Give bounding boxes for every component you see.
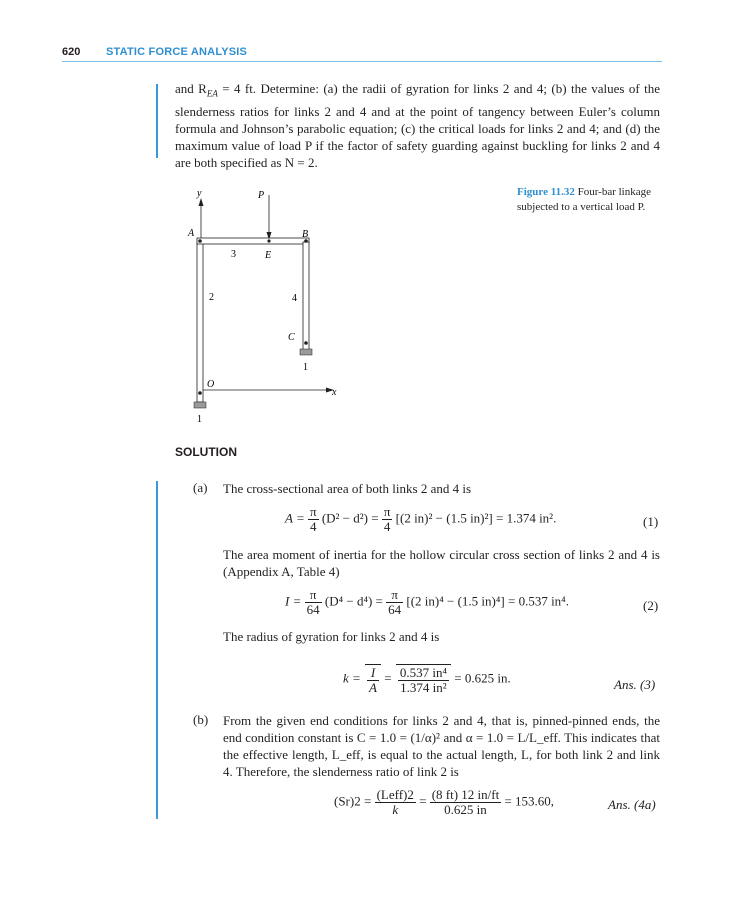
eq1-rhs: [(2 in)² − (1.5 in)²] = 1.374 in². [395, 510, 557, 526]
eq4-frac2-den: 0.625 in [444, 802, 487, 817]
solution-heading: SOLUTION [175, 445, 237, 459]
figure-label: Figure 11.32 [517, 186, 575, 198]
eq4-frac2-num: (8 ft) 12 in/ft [431, 787, 500, 802]
eq3-lhs: k = [343, 670, 361, 686]
eq4-frac2 [430, 788, 502, 817]
eq4-lhs: (Sr)2 = [334, 793, 372, 809]
part-b-text: From the given end conditions for links 2 and 4, that is, pinned-pinned ends, the end condition constant is C = 1.0 = (1/α)² and α = 1.0 = L/L_eff. This indicates that the effective length, L_eff, is equal to the actual length, L, for both link 2 and link 4. Therefore, the slenderness ratio of link 2 is [223, 713, 660, 779]
eq2-frac2-num: π [386, 588, 403, 603]
eq1-lhs: A = [285, 510, 305, 526]
part-a-label: (a) [193, 480, 208, 495]
eq1-frac2-num: π [383, 504, 391, 519]
eq3-sqrt1 [365, 664, 381, 695]
eq1-frac2-den: 4 [383, 519, 391, 534]
eq2-mid: (D⁴ − d⁴) = [324, 593, 383, 609]
four-bar-linkage-figure [180, 180, 350, 430]
figure-caption [517, 185, 667, 215]
eq3-eq: = [384, 670, 392, 686]
problem-line1-rest: = 4 ft. Determine: (a) the radii of gyration for links 2 and 4; (b) the values of the slenderness ratios for links 2 and 4 and at the point of tangency between Euler’s column formula and Johnson’s parabolic equation; (c) the critical loads for links 2 and 4; and (d) the maximum value of load P if the factor of safety guarding against buckling for links 2 and 4 are both specified as N = 2. [175, 81, 660, 170]
pin-c [304, 341, 308, 345]
eq3-rhs: = 0.625 in. [454, 670, 511, 686]
link-4 [303, 242, 309, 350]
equation-2 [285, 588, 569, 617]
eq2-rhs: [(2 in)⁴ − (1.5 in)⁴] = 0.537 in⁴. [406, 593, 569, 609]
eq3-frac2 [398, 666, 449, 695]
eq1-mid: (D² − d²) = [321, 510, 379, 526]
label-b: B [302, 229, 309, 240]
eq3-sqrt2 [396, 664, 451, 695]
eq1-frac [308, 505, 319, 534]
eq3-frac1-num: I [367, 666, 379, 681]
figure-caption-text: Four-bar linkage subjected to a vertical load P. [517, 186, 652, 213]
link-2 [197, 242, 203, 402]
label-ground-right: 1 [303, 362, 308, 373]
label-link-3: 3 [231, 249, 236, 260]
eq2-frac-den: 64 [306, 602, 320, 617]
label-o: O [207, 379, 215, 390]
eq2-number: (2) [643, 598, 659, 613]
equation-4 [334, 788, 554, 817]
eq4-answer: Ans. (4a) [608, 797, 656, 812]
inertia-text: The area moment of inertia for the hollow circular cross section of links 2 and 4 is (Appendix A, Table 4) [223, 547, 660, 579]
pin-o [198, 391, 202, 395]
equation-3 [343, 664, 511, 695]
problem-line1-sub: EA [206, 88, 218, 99]
eq3-frac2-num: 0.537 in⁴ [399, 665, 447, 680]
section-title: STATIC FORCE ANALYSIS [106, 46, 248, 58]
eq3-frac2-den: 1.374 in² [400, 680, 447, 695]
header-rule [62, 61, 662, 62]
part-a-intro: The cross-sectional area of both links 2 and 4 is [223, 481, 472, 496]
problem-statement [175, 80, 660, 171]
eq1-number: (1) [643, 514, 659, 529]
eq2-lhs: I = [285, 593, 302, 609]
problem-line1: and R [175, 81, 207, 96]
eq4-frac1-den: k [392, 802, 399, 817]
eq1-frac-den: 4 [310, 519, 317, 534]
eq4-rhs: = 153.60, [504, 793, 555, 809]
label-a: A [188, 228, 195, 239]
label-c: C [288, 332, 295, 343]
label-link-2: 2 [209, 292, 214, 303]
eq2-frac2 [386, 588, 403, 617]
page-number: 620 [62, 46, 81, 58]
radius-text: The radius of gyration for links 2 and 4 is [223, 629, 440, 644]
label-link-4: 4 [292, 293, 297, 304]
ground-c [300, 349, 312, 355]
equation-1 [285, 505, 556, 534]
eq1-frac-num: π [309, 504, 317, 519]
eq1-frac2 [382, 505, 393, 534]
eq3-frac1-den: A [369, 680, 377, 695]
point-e [267, 239, 270, 242]
eq4-frac1 [375, 788, 416, 817]
eq4-frac1-num: (Leff)2 [376, 787, 414, 802]
eq4-eq: = [419, 793, 427, 809]
label-x: x [332, 387, 337, 398]
pin-a [198, 239, 202, 243]
label-e: E [265, 250, 272, 261]
sidebar-rule-bottom [156, 481, 158, 819]
link-3 [197, 238, 309, 244]
ground-o [194, 402, 206, 408]
eq2-frac-num: π [305, 588, 322, 603]
label-p: P [258, 190, 265, 201]
part-b-label: (b) [193, 712, 209, 727]
eq3-answer: Ans. (3) [614, 677, 656, 692]
sidebar-rule-top [156, 84, 158, 158]
eq3-frac1 [367, 666, 379, 695]
eq2-frac2-den: 64 [388, 602, 402, 617]
eq2-frac [305, 588, 322, 617]
label-y: y [197, 188, 202, 199]
label-ground-left: 1 [197, 414, 202, 425]
y-axis-arrow [199, 198, 204, 206]
